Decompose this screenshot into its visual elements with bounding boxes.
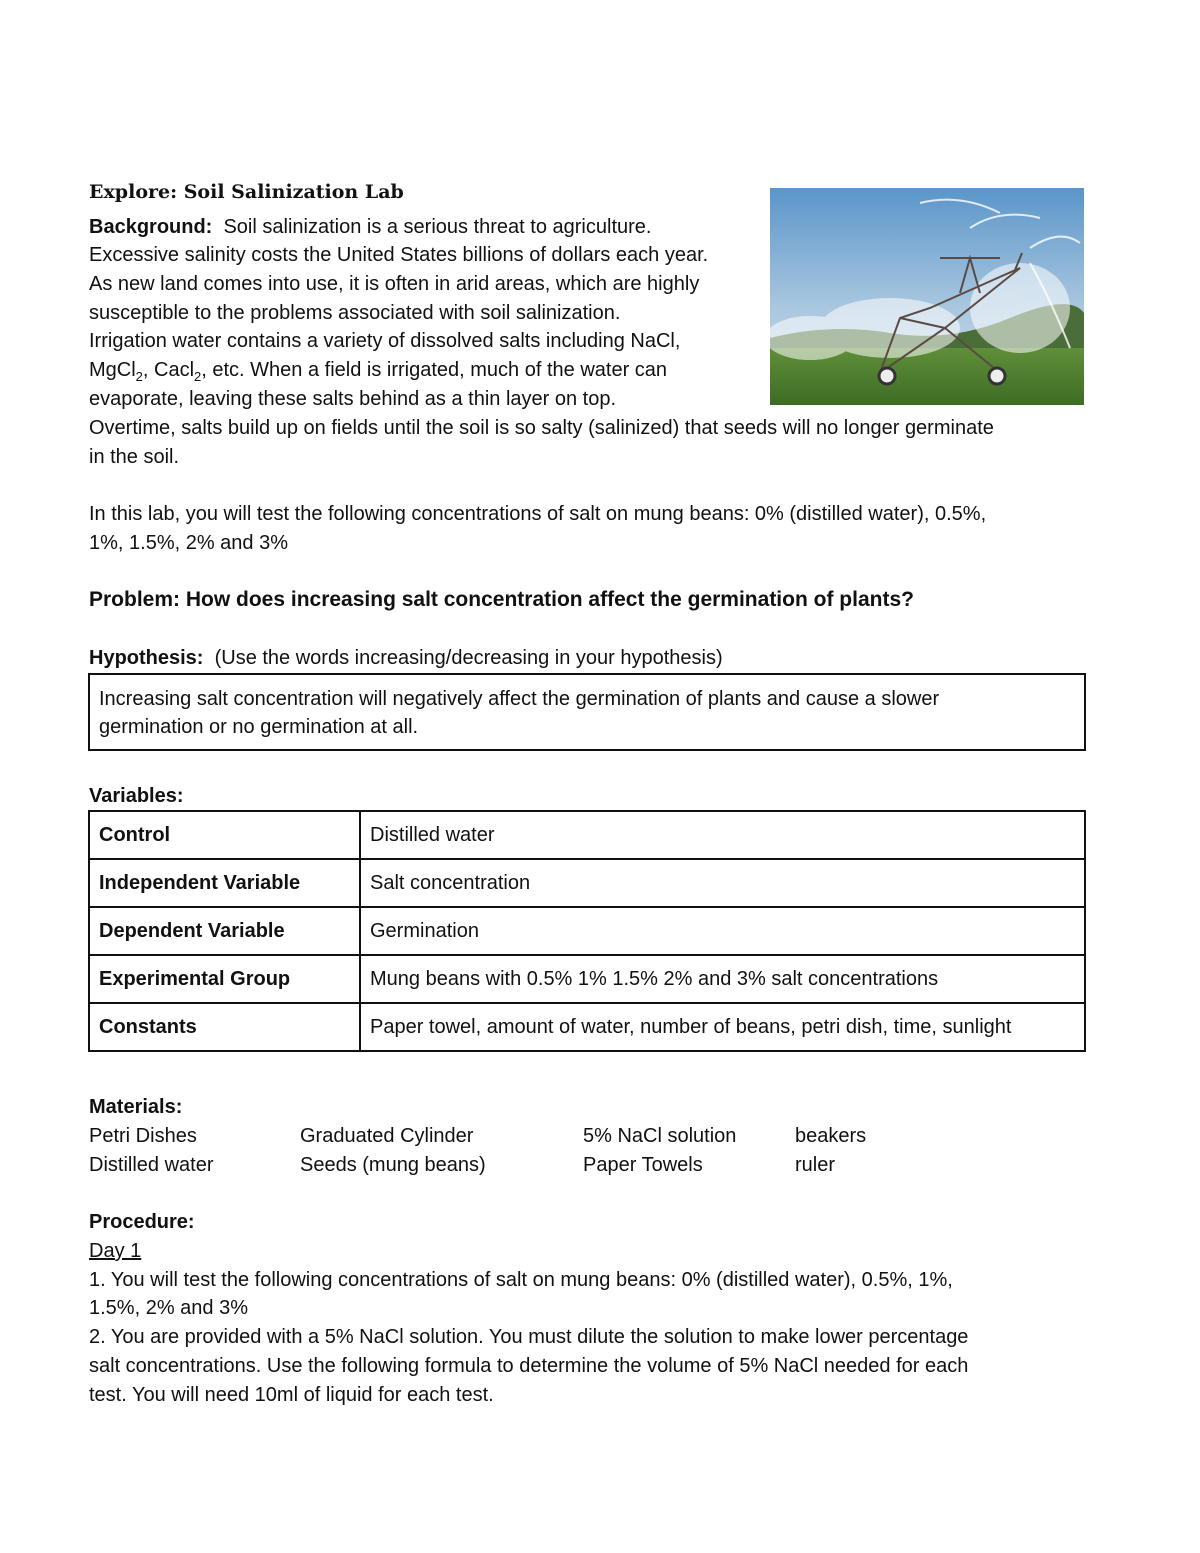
material-item: Graduated Cylinder [300, 1125, 474, 1147]
material-item: beakers [795, 1125, 867, 1147]
procedure-line-2: 1.5%, 2% and 3% [89, 1297, 248, 1319]
material-item: Petri Dishes [89, 1125, 197, 1147]
variable-key: Experimental Group [89, 955, 360, 1003]
procedure-label: Procedure: [89, 1211, 195, 1233]
procedure-line-4: salt concentrations. Use the following formula to determine the volume of 5% NaCl needed for each [89, 1355, 969, 1377]
background-line-4: susceptible to the problems associated with soil salinization. [89, 302, 621, 324]
background-line-2: Excessive salinity costs the United States billions of dollars each year. [89, 244, 709, 266]
hypothesis-text-2: germination or no germination at all. [99, 716, 419, 738]
variable-value: Mung beans with 0.5% 1% 1.5% 2% and 3% salt concentrations [360, 955, 1085, 1003]
intro-line-2: 1%, 1.5%, 2% and 3% [89, 532, 289, 554]
problem-statement: Problem: How does increasing salt concentration affect the germination of plants? [89, 588, 914, 611]
background-text-1: Soil salinization is a serious threat to agriculture. [223, 216, 652, 238]
background-line-8: Overtime, salts build up on fields until the soil is so salty (salinized) that seeds will no longer germinate [89, 417, 994, 439]
hypothesis-text-1: Increasing salt concentration will negatively affect the germination of plants and cause a slower [99, 688, 940, 710]
table-row [89, 907, 1085, 955]
table-row [89, 811, 1085, 859]
irrigation-photo [770, 188, 1084, 405]
variable-key: Independent Variable [89, 859, 360, 907]
procedure-line-5: test. You will need 10ml of liquid for each test. [89, 1384, 494, 1406]
table-row [89, 1003, 1085, 1051]
variables-table [88, 810, 1086, 1052]
hypothesis-box [88, 673, 1086, 751]
background-line-9: in the soil. [89, 446, 180, 468]
material-item: ruler [795, 1154, 836, 1176]
variable-key: Constants [89, 1003, 360, 1051]
background-line-6: MgCl$_2$, Cacl$_2$, etc. When a field is irrigated, much of the water can [89, 359, 668, 384]
hypothesis-hint: (Use the words increasing/decreasing in your hypothesis) [214, 647, 723, 669]
variable-value: Salt concentration [360, 859, 1085, 907]
procedure-line-1: 1. You will test the following concentrations of salt on mung beans: 0% (distilled water), 0.5%, 1%, [89, 1269, 953, 1291]
variable-key: Dependent Variable [89, 907, 360, 955]
lab-title: Explore: Soil Salinization Lab [89, 181, 404, 203]
material-item: Seeds (mung beans) [300, 1154, 486, 1176]
background-line-1 [89, 213, 651, 241]
variable-value: Germination [360, 907, 1085, 955]
variable-value: Paper towel, amount of water, number of beans, petri dish, time, sunlight [360, 1003, 1085, 1051]
intro-line-1: In this lab, you will test the following concentrations of salt on mung beans: 0% (distilled water), 0.5%, [89, 503, 987, 525]
table-row [89, 859, 1085, 907]
procedure-day: Day 1 [89, 1240, 142, 1262]
hypothesis-label: Hypothesis: [89, 647, 204, 669]
variable-value: Distilled water [360, 811, 1085, 859]
background-line-7: evaporate, leaving these salts behind as a thin layer on top. [89, 388, 617, 410]
background-label: Background: [89, 216, 213, 238]
background-line-3: As new land comes into use, it is often in arid areas, which are highly [89, 273, 700, 295]
hypothesis-heading [89, 644, 723, 672]
background-line-5: Irrigation water contains a variety of dissolved salts including NaCl, [89, 330, 681, 352]
material-item: Paper Towels [583, 1154, 703, 1176]
table-row [89, 955, 1085, 1003]
variable-key: Control [89, 811, 360, 859]
variables-label: Variables: [89, 785, 184, 807]
material-item: Distilled water [89, 1154, 214, 1176]
materials-label: Materials: [89, 1096, 183, 1118]
procedure-line-3: 2. You are provided with a 5% NaCl solution. You must dilute the solution to make lower percentage [89, 1326, 969, 1348]
material-item: 5% NaCl solution [583, 1125, 737, 1147]
